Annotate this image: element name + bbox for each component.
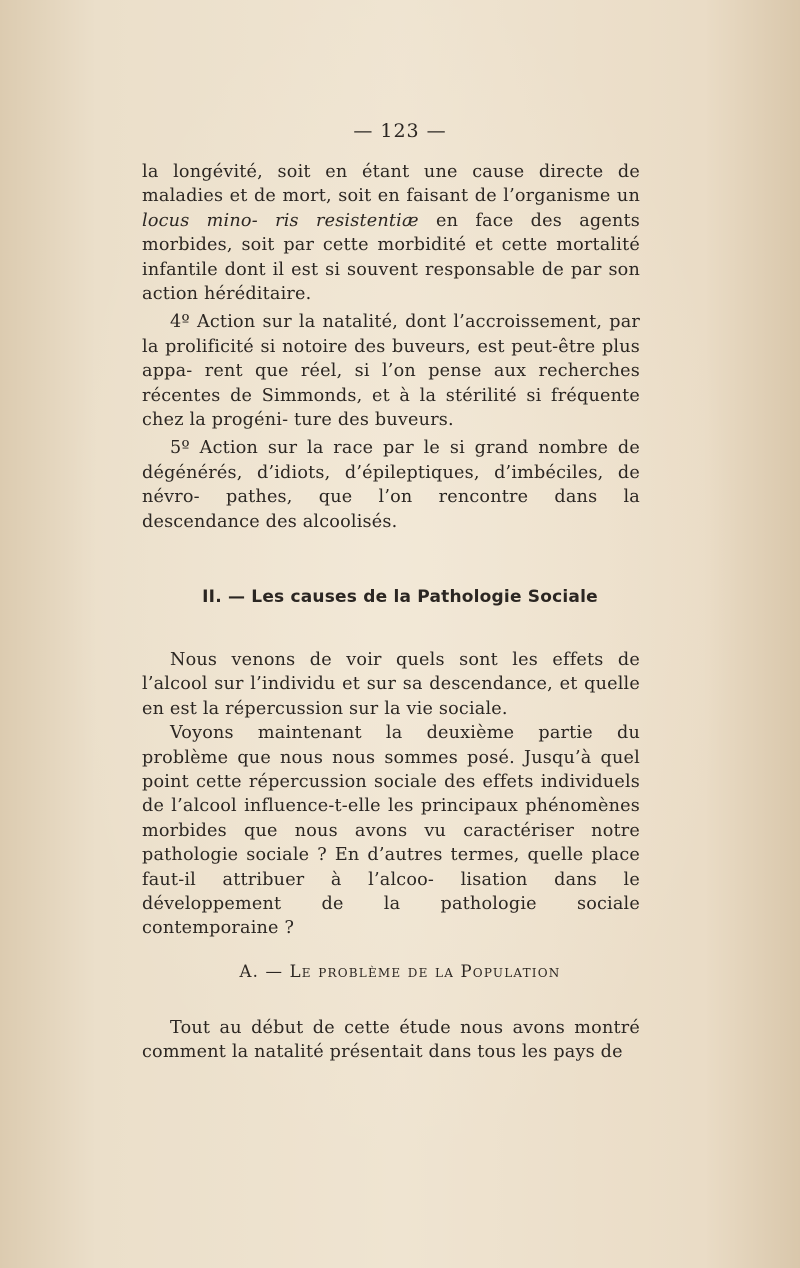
page-number: — 123 — (353, 120, 447, 142)
section-heading: II. — Les causes de la Pathologie Sociale (202, 587, 598, 607)
paragraph-race: 5º Action sur la race par le si grand nombre de dégénérés, d’idiots, d’épileptiques, d’imbéciles, de névro- pathes, que l’on rencontre dans la descendance des alcoolisés. (142, 438, 640, 532)
text-block-bottom (142, 1016, 640, 1065)
paragraph-debut: Tout au début de cette étude nous avons montré comment la natalité présentait dans tous les pays de (142, 1018, 640, 1063)
paragraph-text: la longévité, soit en étant une cause directe de maladies et de mort, soit en faisant de l’organisme un (142, 162, 640, 207)
latin-phrase: locus mino- ris resistentiæ (142, 210, 419, 231)
subsection-heading: A. — Le problème de la Population (239, 962, 561, 981)
paragraph-natalite: 4º Action sur la natalité, dont l’accroissement, par la prolificité si notoire des buveurs, est peut-être plus appa- rent que réel, si l’on pense aux recherches récentes de Simmonds, et à la stérilité si fréquente chez la progéni- ture des buveurs. (142, 312, 640, 431)
text-block-middle (142, 648, 640, 941)
paragraph-probleme: Voyons maintenant la deuxième partie du problème que nous nous sommes posé. Jusqu’à quel point cette répercussion sociale des effets individuels de l’alcool influence-t-elle les principaux phénomènes morbides que nous avons vu caractériser notre pathologie sociale ? En d’autres termes, quelle place faut-il attribuer à l’alcoo- lisation dans le développement de la pathologie sociale contemporaine ? (142, 723, 640, 939)
text-block-top (142, 160, 640, 534)
paragraph-longevite (142, 160, 640, 306)
paragraph-effets: Nous venons de voir quels sont les effets de l’alcool sur l’individu et sur sa descendance, et quelle en est la répercussion sur la vie sociale. (142, 650, 640, 719)
paragraph-text: en face des agents morbides, soit par cette morbidité et cette mortalité infantile dont il est si souvent responsable de par son action héréditaire. (142, 210, 640, 305)
